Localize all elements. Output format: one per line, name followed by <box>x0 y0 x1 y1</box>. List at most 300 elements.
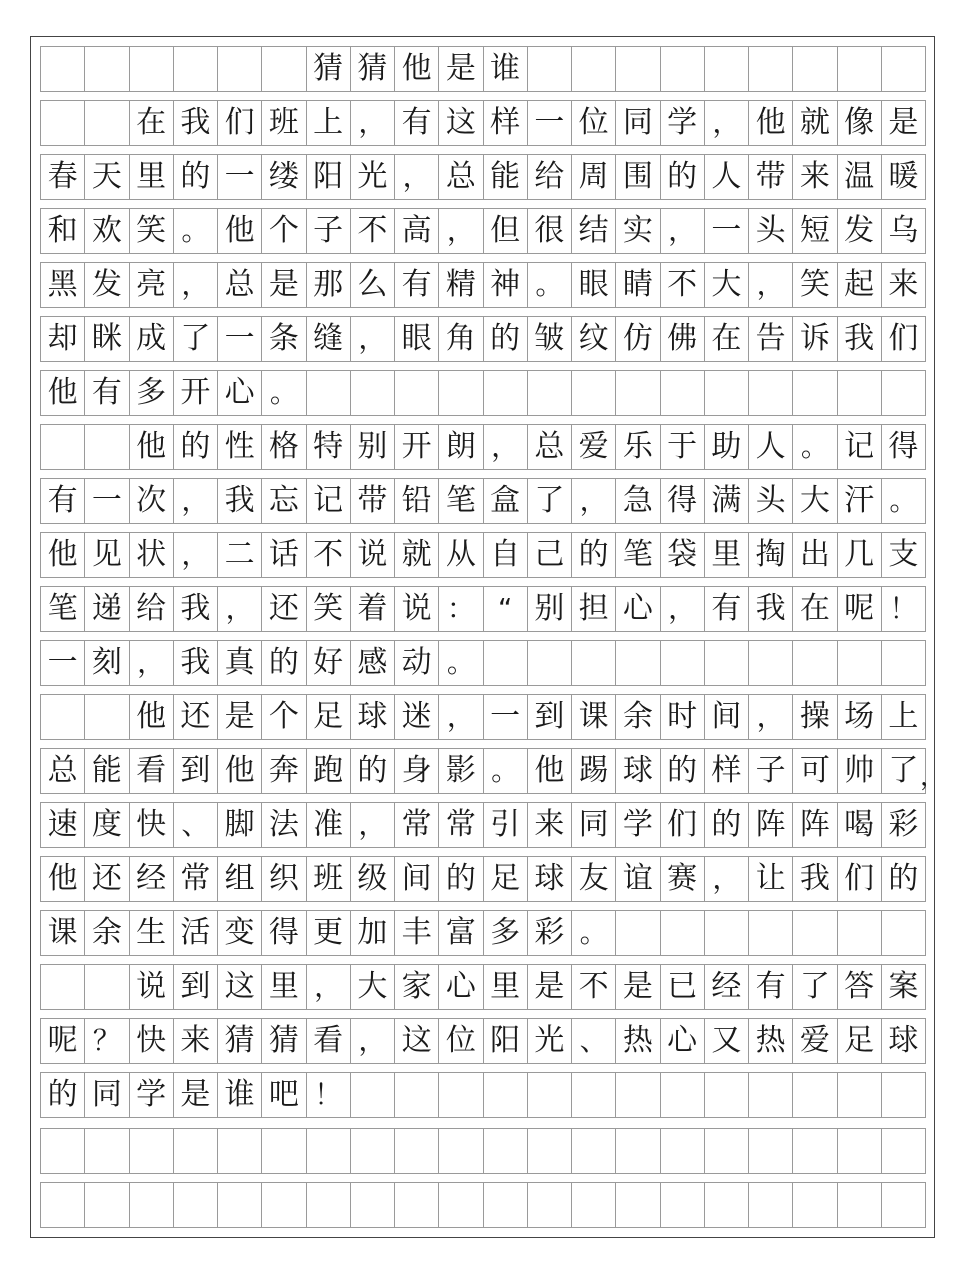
grid-cell: 在 <box>705 317 749 362</box>
grid-cell: 位 <box>439 1019 483 1064</box>
grid-cell: 们 <box>218 101 262 146</box>
grid-cell <box>130 47 174 92</box>
grid-cell: 开 <box>395 425 439 470</box>
grid-cell: 一 <box>528 101 572 146</box>
grid-cell <box>439 1183 483 1228</box>
grid-cell: 给 <box>528 155 572 200</box>
grid-cell: ， <box>749 263 793 308</box>
grid-cell: 谁 <box>484 47 528 92</box>
grid-cell: 有 <box>395 263 439 308</box>
grid-cell: 有 <box>395 101 439 146</box>
grid-cell: 速 <box>41 803 85 848</box>
grid-cell <box>793 1073 837 1118</box>
grid-cell: 多 <box>130 371 174 416</box>
grid-cell: 间 <box>395 857 439 902</box>
grid-cell <box>838 1129 882 1174</box>
grid-cell: 很 <box>528 209 572 254</box>
grid-cell: 。 <box>484 749 528 794</box>
grid-cell: 是 <box>262 263 306 308</box>
grid-cell <box>85 1183 129 1228</box>
grid-cell: 有 <box>41 479 85 524</box>
grid-cell: 足 <box>484 857 528 902</box>
grid-cell: 案 <box>882 965 926 1010</box>
grid-cell <box>882 47 926 92</box>
grid-cell: 纹 <box>572 317 616 362</box>
grid-cell: 他 <box>218 209 262 254</box>
grid-cell: 他 <box>218 749 262 794</box>
grid-cell: 跑 <box>307 749 351 794</box>
grid-cell <box>838 911 882 956</box>
grid-cell: 不 <box>307 533 351 578</box>
grid-cell: 了 <box>174 317 218 362</box>
grid-cell: 可 <box>793 749 837 794</box>
grid-cell: 一 <box>41 641 85 686</box>
grid-cell: 汗 <box>838 479 882 524</box>
grid-cell <box>307 371 351 416</box>
grid-cell: 爱 <box>793 1019 837 1064</box>
grid-cell: 同 <box>85 1073 129 1118</box>
grid-cell: 余 <box>616 695 660 740</box>
essay-row <box>40 694 926 740</box>
grid-cell: 快 <box>130 803 174 848</box>
grid-cell: 不 <box>351 209 395 254</box>
grid-cell <box>749 1129 793 1174</box>
grid-cell: 缕 <box>262 155 306 200</box>
essay-row <box>40 208 926 254</box>
grid-cell: 、 <box>174 803 218 848</box>
grid-cell: 猜 <box>218 1019 262 1064</box>
grid-cell <box>41 101 85 146</box>
grid-cell: 上 <box>882 695 926 740</box>
grid-cell: 彩 <box>882 803 926 848</box>
grid-cell: 赛 <box>661 857 705 902</box>
grid-cell: 光 <box>528 1019 572 1064</box>
grid-cell: 春 <box>41 155 85 200</box>
grid-cell: 开 <box>174 371 218 416</box>
grid-cell: 阳 <box>484 1019 528 1064</box>
grid-cell: 的 <box>351 749 395 794</box>
grid-cell: 这 <box>439 101 483 146</box>
grid-cell: 这 <box>218 965 262 1010</box>
grid-cell <box>85 965 129 1010</box>
grid-cell: 我 <box>793 857 837 902</box>
grid-cell: 是 <box>218 695 262 740</box>
grid-cell: 特 <box>307 425 351 470</box>
grid-cell: 笑 <box>793 263 837 308</box>
grid-cell: 。 <box>262 371 306 416</box>
grid-cell: 袋 <box>661 533 705 578</box>
grid-cell: 来 <box>793 155 837 200</box>
grid-cell <box>85 101 129 146</box>
grid-cell <box>41 47 85 92</box>
grid-cell: 发 <box>85 263 129 308</box>
grid-cell: 法 <box>262 803 306 848</box>
title-row <box>40 46 926 92</box>
grid-cell: ， <box>395 155 439 200</box>
grid-cell: 别 <box>528 587 572 632</box>
grid-cell: 头 <box>749 479 793 524</box>
grid-cell: ， <box>174 263 218 308</box>
grid-cell: 大 <box>351 965 395 1010</box>
essay-row <box>40 370 926 416</box>
grid-cell: 于 <box>661 425 705 470</box>
grid-cell: 到 <box>528 695 572 740</box>
grid-cell: 变 <box>218 911 262 956</box>
overflow-punctuation: ， <box>920 762 947 792</box>
grid-cell: 笑 <box>307 587 351 632</box>
grid-cell: 一 <box>484 695 528 740</box>
grid-cell: 诉 <box>793 317 837 362</box>
essay-row <box>40 316 926 362</box>
grid-cell: 课 <box>572 695 616 740</box>
grid-cell: 影 <box>439 749 483 794</box>
grid-cell: 更 <box>307 911 351 956</box>
grid-cell: 球 <box>616 749 660 794</box>
grid-cell: 们 <box>882 317 926 362</box>
grid-cell: 还 <box>85 857 129 902</box>
grid-cell: 织 <box>262 857 306 902</box>
grid-cell: 同 <box>616 101 660 146</box>
grid-cell <box>174 47 218 92</box>
grid-cell <box>174 1129 218 1174</box>
grid-cell: 个 <box>262 209 306 254</box>
grid-cell: 成 <box>130 317 174 362</box>
grid-cell: ， <box>351 317 395 362</box>
grid-cell <box>572 1183 616 1228</box>
grid-cell: 记 <box>307 479 351 524</box>
grid-cell <box>572 371 616 416</box>
grid-cell <box>705 1183 749 1228</box>
grid-cell: 经 <box>130 857 174 902</box>
grid-cell: 一 <box>85 479 129 524</box>
grid-cell: 状 <box>130 533 174 578</box>
grid-cell: 场 <box>838 695 882 740</box>
grid-cell <box>882 911 926 956</box>
grid-cell: 一 <box>218 155 262 200</box>
grid-cell: 着 <box>351 587 395 632</box>
grid-cell: 位 <box>572 101 616 146</box>
grid-cell <box>793 911 837 956</box>
grid-cell: 阵 <box>749 803 793 848</box>
grid-cell: 友 <box>572 857 616 902</box>
grid-cell: 一 <box>218 317 262 362</box>
grid-cell: 格 <box>262 425 306 470</box>
grid-cell <box>351 1073 395 1118</box>
grid-cell: 眯 <box>85 317 129 362</box>
grid-cell: ， <box>218 587 262 632</box>
grid-cell: 到 <box>174 965 218 1010</box>
grid-cell: 里 <box>262 965 306 1010</box>
grid-cell: 余 <box>85 911 129 956</box>
grid-cell: 里 <box>705 533 749 578</box>
grid-cell <box>395 1073 439 1118</box>
grid-cell: 这 <box>395 1019 439 1064</box>
grid-cell: 操 <box>793 695 837 740</box>
essay-row <box>40 640 926 686</box>
grid-cell: 头 <box>749 209 793 254</box>
grid-cell <box>41 695 85 740</box>
grid-cell: 里 <box>484 965 528 1010</box>
grid-cell: 自 <box>484 533 528 578</box>
grid-cell: 他 <box>395 47 439 92</box>
grid-cell: 黑 <box>41 263 85 308</box>
grid-cell: ， <box>351 803 395 848</box>
grid-cell: 神 <box>484 263 528 308</box>
grid-cell: 心 <box>616 587 660 632</box>
grid-cell: 富 <box>439 911 483 956</box>
grid-cell: 不 <box>572 965 616 1010</box>
grid-cell <box>749 1183 793 1228</box>
grid-cell <box>749 641 793 686</box>
grid-cell: 记 <box>838 425 882 470</box>
grid-cell: 心 <box>218 371 262 416</box>
grid-cell <box>661 47 705 92</box>
grid-cell: 话 <box>262 533 306 578</box>
grid-cell <box>85 47 129 92</box>
grid-cell: 的 <box>572 533 616 578</box>
grid-cell: 像 <box>838 101 882 146</box>
grid-cell: 多 <box>484 911 528 956</box>
grid-cell: 吧 <box>262 1073 306 1118</box>
grid-cell: 他 <box>41 857 85 902</box>
grid-cell: 阵 <box>793 803 837 848</box>
grid-cell: 呢 <box>41 1019 85 1064</box>
grid-cell: 帅 <box>838 749 882 794</box>
grid-cell: 乌 <box>882 209 926 254</box>
grid-cell <box>616 371 660 416</box>
grid-cell: 踢 <box>572 749 616 794</box>
grid-cell: 说 <box>351 533 395 578</box>
grid-cell: ！ <box>882 587 926 632</box>
grid-cell: 级 <box>351 857 395 902</box>
grid-cell: 谁 <box>218 1073 262 1118</box>
grid-cell: 有 <box>85 371 129 416</box>
grid-cell: 光 <box>351 155 395 200</box>
grid-cell <box>130 1129 174 1174</box>
grid-cell <box>41 1183 85 1228</box>
grid-cell: 二 <box>218 533 262 578</box>
grid-cell: 带 <box>749 155 793 200</box>
grid-cell: 心 <box>661 1019 705 1064</box>
grid-cell: 们 <box>661 803 705 848</box>
grid-cell: 结 <box>572 209 616 254</box>
grid-cell: 得 <box>262 911 306 956</box>
grid-cell: 彩 <box>528 911 572 956</box>
grid-cell: 给 <box>130 587 174 632</box>
grid-cell <box>85 1129 129 1174</box>
grid-cell: 急 <box>616 479 660 524</box>
grid-cell <box>439 1073 483 1118</box>
grid-cell: 动 <box>395 641 439 686</box>
grid-cell: 足 <box>307 695 351 740</box>
grid-cell: 的 <box>661 749 705 794</box>
essay-row <box>40 478 926 524</box>
grid-cell: 眼 <box>572 263 616 308</box>
grid-cell: 我 <box>174 587 218 632</box>
grid-cell: 暖 <box>882 155 926 200</box>
grid-cell <box>661 371 705 416</box>
grid-cell: 常 <box>174 857 218 902</box>
grid-cell: 能 <box>85 749 129 794</box>
grid-cell: 生 <box>130 911 174 956</box>
grid-cell <box>793 641 837 686</box>
grid-cell <box>528 641 572 686</box>
grid-cell: 告 <box>749 317 793 362</box>
grid-cell: 刻 <box>85 641 129 686</box>
grid-cell: 感 <box>351 641 395 686</box>
grid-cell: 铅 <box>395 479 439 524</box>
grid-cell: 已 <box>661 965 705 1010</box>
grid-cell: 。 <box>528 263 572 308</box>
grid-cell: 还 <box>174 695 218 740</box>
grid-cell <box>705 911 749 956</box>
grid-cell: 班 <box>262 101 306 146</box>
grid-cell: ， <box>351 101 395 146</box>
grid-cell <box>439 1129 483 1174</box>
grid-cell: 。 <box>439 641 483 686</box>
grid-cell <box>174 1183 218 1228</box>
grid-cell <box>705 1129 749 1174</box>
grid-cell <box>484 1129 528 1174</box>
grid-cell: 总 <box>528 425 572 470</box>
grid-cell: 总 <box>218 263 262 308</box>
grid-cell: 他 <box>130 695 174 740</box>
grid-cell <box>882 641 926 686</box>
grid-cell: ， <box>351 1019 395 1064</box>
grid-cell <box>749 371 793 416</box>
grid-cell: 不 <box>661 263 705 308</box>
grid-cell: 的 <box>174 155 218 200</box>
grid-cell <box>395 371 439 416</box>
grid-cell: 在 <box>793 587 837 632</box>
grid-cell: 到 <box>174 749 218 794</box>
grid-cell: 发 <box>838 209 882 254</box>
grid-cell: ， <box>572 479 616 524</box>
grid-cell <box>882 371 926 416</box>
grid-cell: ！ <box>307 1073 351 1118</box>
grid-cell: 常 <box>395 803 439 848</box>
grid-cell <box>793 47 837 92</box>
grid-cell: 佛 <box>661 317 705 362</box>
essay-row <box>40 154 926 200</box>
grid-cell: 快 <box>130 1019 174 1064</box>
grid-cell: 热 <box>616 1019 660 1064</box>
grid-cell <box>705 641 749 686</box>
grid-cell: ， <box>307 965 351 1010</box>
grid-cell <box>572 1073 616 1118</box>
grid-cell <box>572 1129 616 1174</box>
grid-cell: 他 <box>41 371 85 416</box>
grid-cell: ， <box>484 425 528 470</box>
grid-cell: 学 <box>661 101 705 146</box>
grid-cell: 在 <box>130 101 174 146</box>
essay-row <box>40 802 926 848</box>
grid-cell: 笑 <box>130 209 174 254</box>
grid-cell <box>838 47 882 92</box>
grid-cell: 脚 <box>218 803 262 848</box>
grid-cell: 是 <box>616 965 660 1010</box>
grid-cell: 课 <box>41 911 85 956</box>
essay-row <box>40 100 926 146</box>
grid-cell: 还 <box>262 587 306 632</box>
grid-cell <box>218 47 262 92</box>
essay-row <box>40 532 926 578</box>
grid-cell: 了 <box>528 479 572 524</box>
grid-cell: 迷 <box>395 695 439 740</box>
grid-cell: 学 <box>616 803 660 848</box>
grid-cell <box>616 47 660 92</box>
grid-cell: 常 <box>439 803 483 848</box>
essay-row <box>40 262 926 308</box>
grid-cell: 掏 <box>749 533 793 578</box>
grid-cell <box>705 371 749 416</box>
grid-cell: 满 <box>705 479 749 524</box>
grid-cell <box>838 371 882 416</box>
grid-cell: 了 <box>882 749 926 794</box>
grid-cell: 组 <box>218 857 262 902</box>
grid-cell: 助 <box>705 425 749 470</box>
grid-cell: 里 <box>130 155 174 200</box>
grid-cell: 他 <box>130 425 174 470</box>
grid-cell: 引 <box>484 803 528 848</box>
grid-cell <box>616 641 660 686</box>
essay-row <box>40 1018 926 1064</box>
grid-cell: 球 <box>882 1019 926 1064</box>
grid-cell: 是 <box>439 47 483 92</box>
grid-cell: 眼 <box>395 317 439 362</box>
grid-cell <box>484 641 528 686</box>
grid-cell <box>484 371 528 416</box>
grid-cell <box>616 1183 660 1228</box>
grid-cell: 总 <box>41 749 85 794</box>
grid-cell: 实 <box>616 209 660 254</box>
grid-cell <box>661 911 705 956</box>
grid-cell: ， <box>174 479 218 524</box>
grid-cell: 从 <box>439 533 483 578</box>
grid-cell <box>882 1073 926 1118</box>
grid-cell: 条 <box>262 317 306 362</box>
grid-cell: 精 <box>439 263 483 308</box>
grid-cell <box>41 425 85 470</box>
grid-cell <box>705 1073 749 1118</box>
grid-cell: 却 <box>41 317 85 362</box>
grid-cell: 有 <box>705 587 749 632</box>
grid-cell: 的 <box>41 1073 85 1118</box>
grid-cell: 经 <box>705 965 749 1010</box>
grid-cell: 。 <box>174 209 218 254</box>
grid-cell: 、 <box>572 1019 616 1064</box>
grid-cell: ， <box>661 209 705 254</box>
grid-cell: 的 <box>882 857 926 902</box>
grid-cell: 球 <box>528 857 572 902</box>
grid-cell: 总 <box>439 155 483 200</box>
grid-cell: 阳 <box>307 155 351 200</box>
grid-cell <box>572 641 616 686</box>
grid-cell: 子 <box>749 749 793 794</box>
grid-cell: 让 <box>749 857 793 902</box>
grid-cell: 我 <box>174 641 218 686</box>
grid-cell: 笔 <box>41 587 85 632</box>
grid-cell: ， <box>439 695 483 740</box>
grid-cell: 能 <box>484 155 528 200</box>
grid-cell: 看 <box>130 749 174 794</box>
grid-cell: 和 <box>41 209 85 254</box>
grid-cell: ， <box>130 641 174 686</box>
grid-cell: 同 <box>572 803 616 848</box>
grid-cell: 来 <box>882 263 926 308</box>
essay-row <box>40 1072 926 1118</box>
grid-cell: 的 <box>484 317 528 362</box>
